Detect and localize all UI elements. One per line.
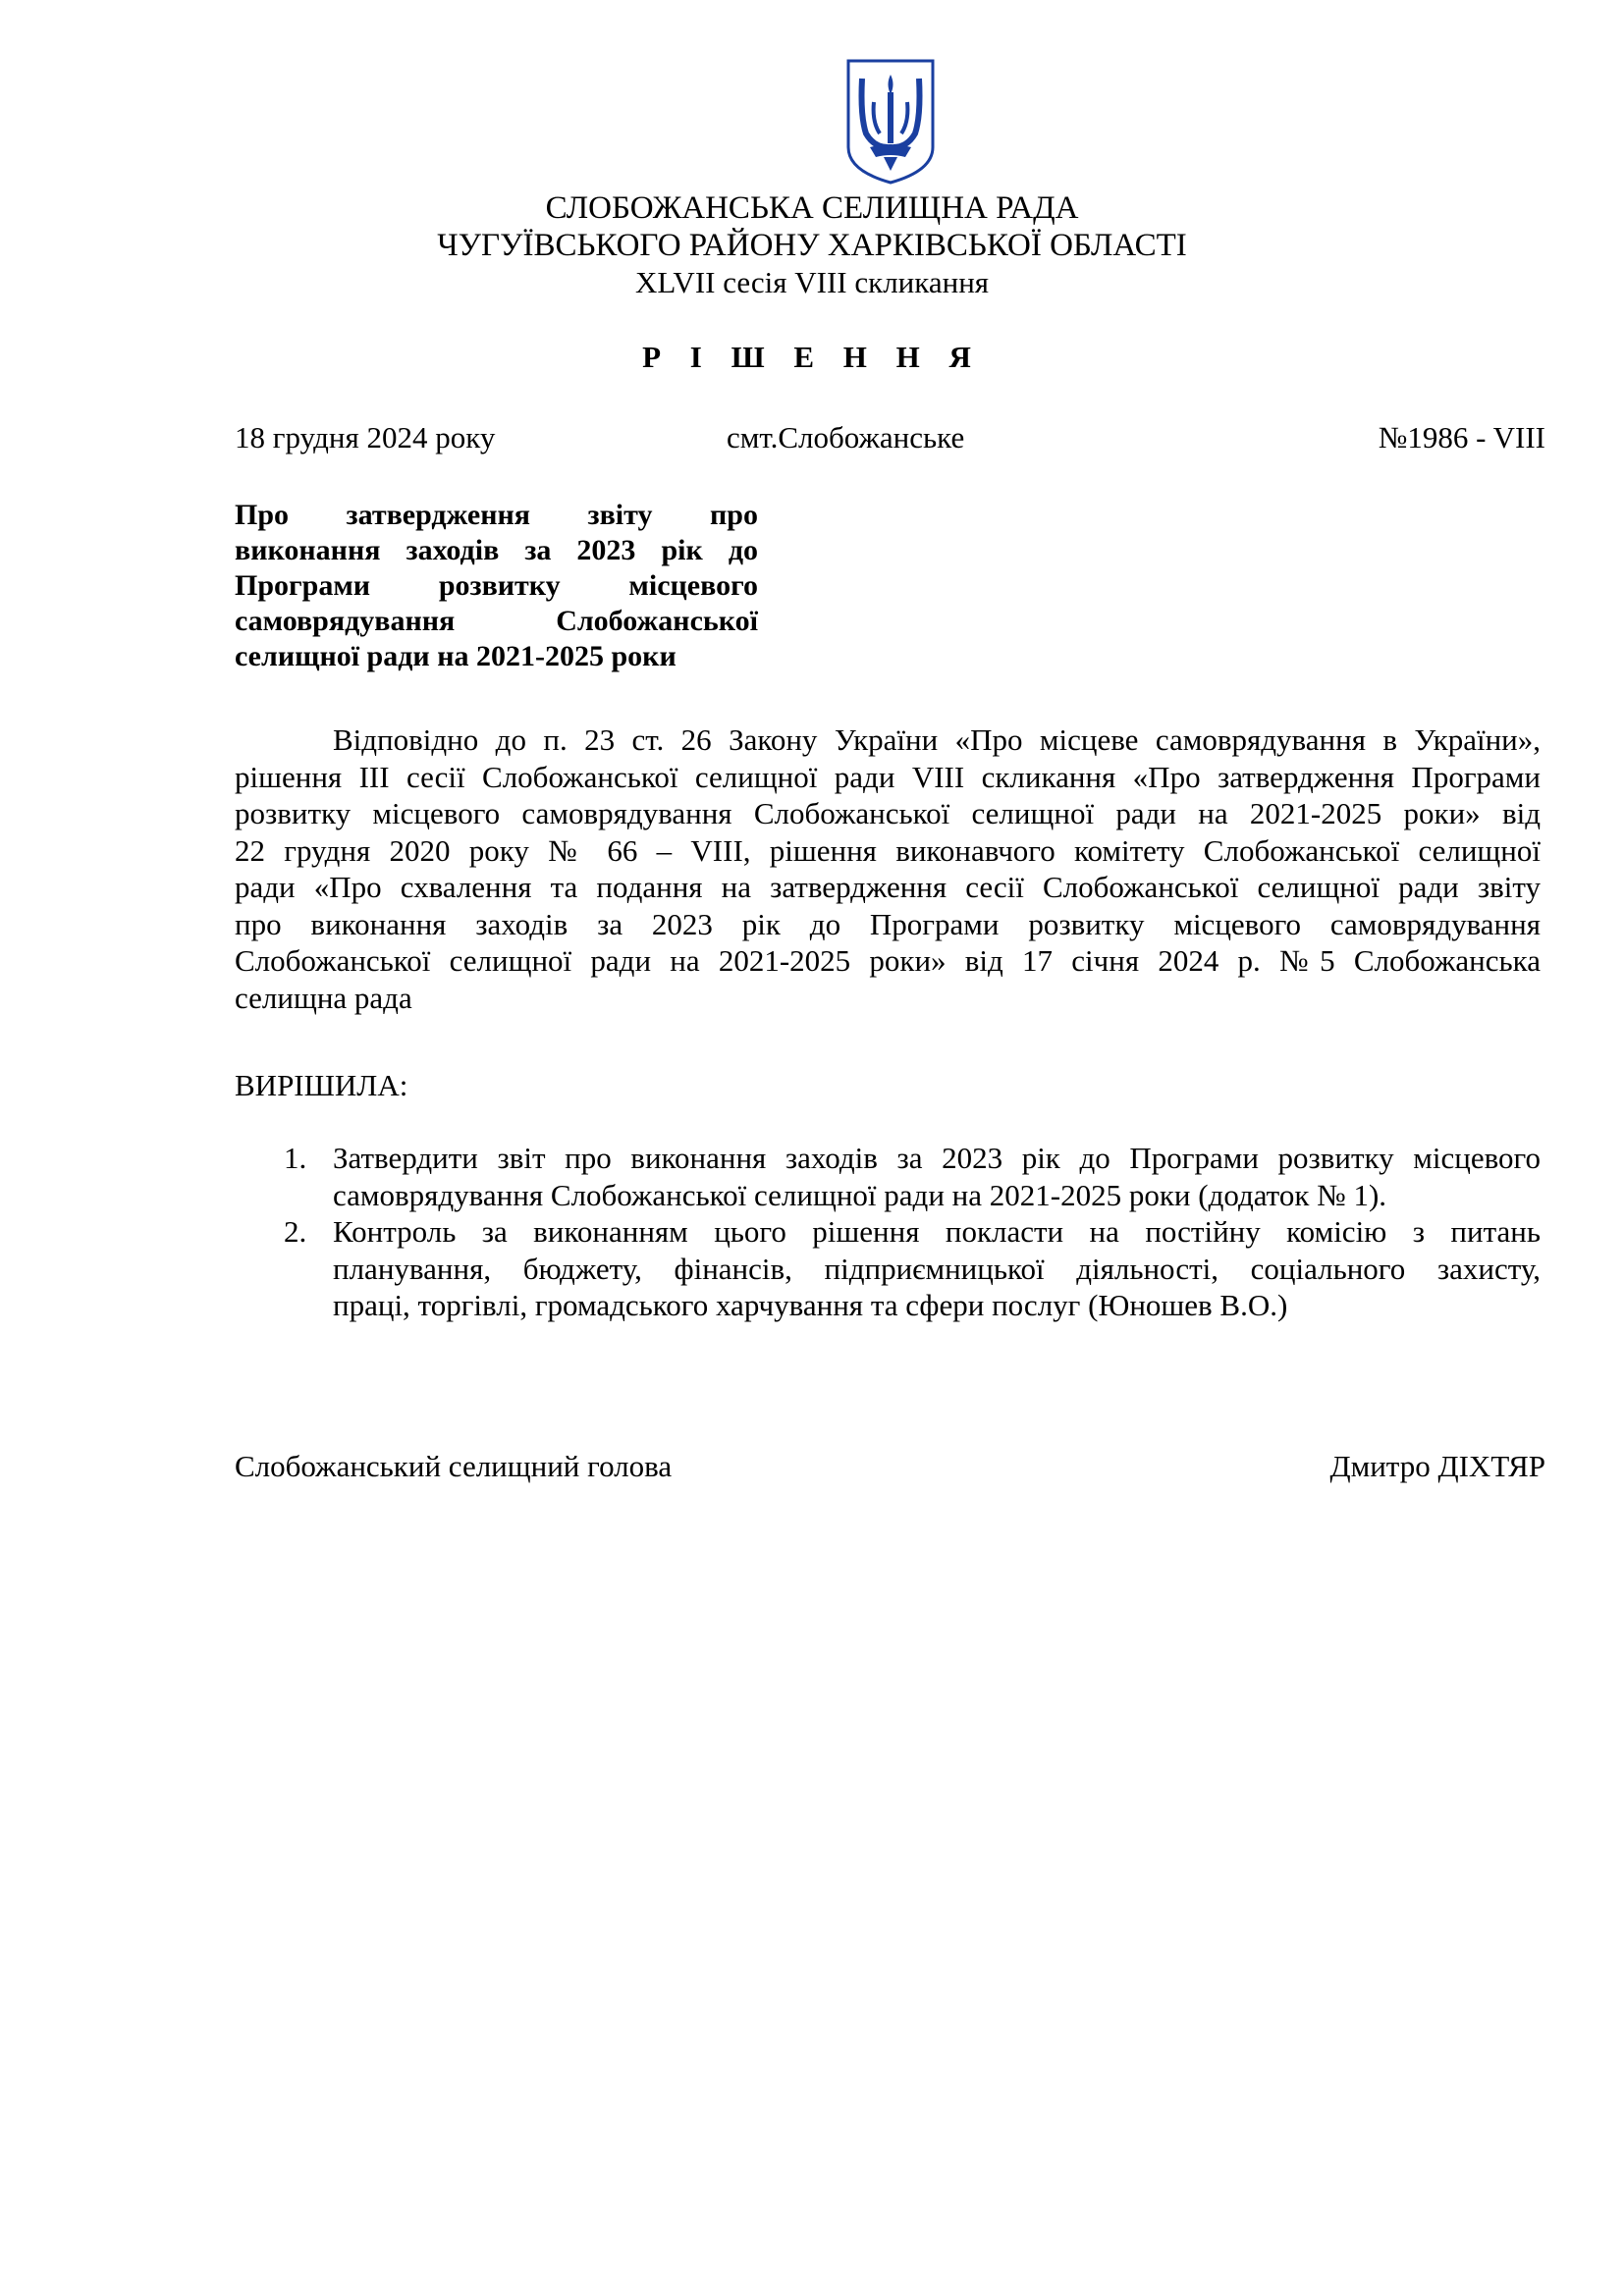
- preamble-paragraph: [235, 721, 1541, 1016]
- council-name: СЛОБОЖАНСЬКА СЕЛИЩНА РАДА: [545, 190, 1079, 226]
- subject-line: виконання заходів за 2023 рік до: [235, 534, 758, 566]
- document-type-title: Р І Ш Е Н Н Я: [642, 340, 982, 374]
- decision-number: №1986 - VIII: [1378, 420, 1545, 454]
- decided-label: ВИРІШИЛА:: [235, 1068, 408, 1102]
- preamble-line: Слобожанської селищної ради на 2021-2025 роки» від 17 січня 2024 р. №5 Слобожанська: [235, 943, 1541, 978]
- decision-date: 18 грудня 2024 року: [235, 420, 496, 454]
- signatory-name: Дмитро ДІХТЯР: [1329, 1449, 1545, 1483]
- resolution-line: планування, бюджету, фінансів, підприємницької діяльності, соціального захисту,: [333, 1251, 1541, 1286]
- preamble-line: ради «Про схвалення та подання на затвердження сесії Слобожанської селищної ради звіту: [235, 870, 1541, 904]
- preamble-line: 22 грудня 2020 року № 66 – VIII, рішення виконавчого комітету Слобожанської селищної: [235, 832, 1541, 868]
- district-name: ЧУГУЇВСЬКОГО РАЙОНУ ХАРКІВСЬКОЇ ОБЛАСТІ: [437, 228, 1187, 263]
- resolution-number: 2.: [284, 1214, 307, 1249]
- subject-line: Програми розвитку місцевого: [235, 569, 758, 602]
- preamble-line: Відповідно до п. 23 ст. 26 Закону України «Про місцеве самоврядування в України»,: [333, 722, 1541, 757]
- preamble-line: про виконання заходів за 2023 рік до Програми розвитку місцевого самоврядування: [235, 906, 1541, 941]
- preamble-line: розвитку місцевого самоврядування Слобожанської селищної ради на 2021-2025 роки» від: [235, 796, 1541, 830]
- signatory-title: Слобожанський селищний голова: [235, 1449, 673, 1483]
- resolution-line: Контроль за виконанням цього рішення покласти на постійну комісію з питань: [333, 1214, 1541, 1249]
- preamble-line: селищна рада: [235, 980, 412, 1015]
- resolution-number: 1.: [284, 1141, 307, 1175]
- decision-subject: [235, 498, 758, 674]
- subject-line: селищної ради на 2021-2025 роки: [235, 640, 677, 672]
- resolution-list: [235, 1140, 1541, 1324]
- session-info: XLVII сесія VIII скликання: [634, 265, 990, 299]
- decision-place: смт.Слобожанське: [727, 420, 965, 454]
- resolution-line: праці, торгівлі, громадського харчування та сфери послуг (Юношев В.О.): [333, 1288, 1288, 1322]
- resolution-item: [235, 1213, 1541, 1324]
- trident-coat-of-arms-icon: [844, 57, 937, 187]
- resolution-item: [235, 1140, 1541, 1213]
- resolution-line: Затвердити звіт про виконання заходів за 2023 рік до Програми розвитку місцевого: [333, 1141, 1541, 1175]
- subject-line: Про затвердження звіту про: [235, 499, 758, 531]
- preamble-line: рішення ІІІ сесії Слобожанської селищної ради VIII скликання «Про затвердження Програми: [235, 759, 1541, 794]
- resolution-line: самоврядування Слобожанської селищної ради на 2021-2025 роки (додаток № 1).: [333, 1177, 1387, 1212]
- subject-line: самоврядування Слобожанської: [235, 605, 758, 637]
